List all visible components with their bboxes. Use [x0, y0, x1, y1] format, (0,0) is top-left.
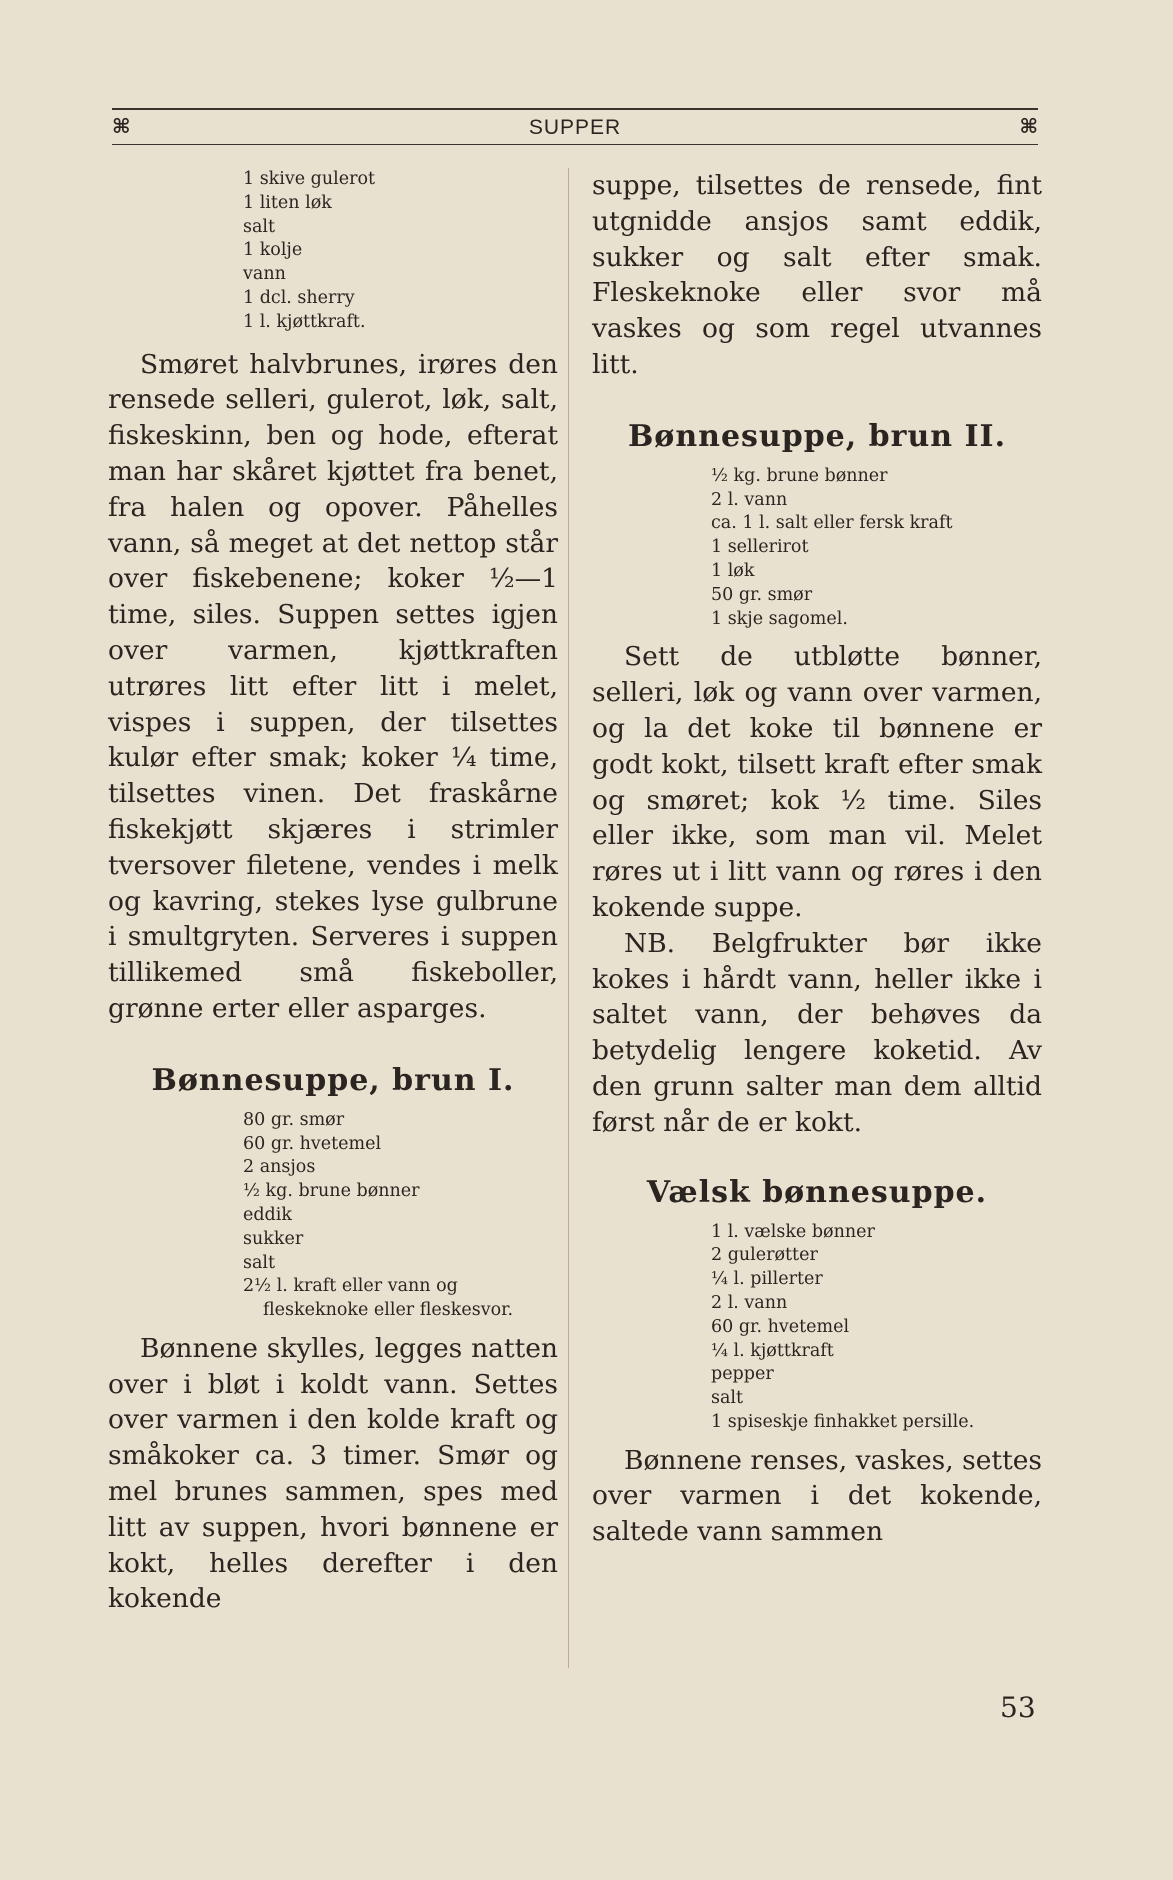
- ingredient: eddik: [243, 1204, 292, 1225]
- ingredient: ¼ l. kjøttkraft: [711, 1340, 834, 1361]
- method-paragraph: Smøret halvbrunes, irøres den rensede selleri, gulerot, løk, salt, fiskeskinn, ben og hode, efterat man har skåret kjøttet fra benet, fra halen og opover. Påhelles vann, så meget at det nettop står over fiskebenene; koker ½—1 time, siles. Suppen settes igjen over varmen, kjøttkraften utrøres litt efter litt i melet, vispes i suppen, der tilsettes kulør efter smak; koker ¼ time, tilsettes vinen. Det fraskårne fiskekjøtt skjæres i strimler tversover filetene, vendes i melk og kavring, stekes lyse gulbrune i smultgryten. Serveres i suppen tillikemed små fiskeboller, grønne erter eller asparges.: [108, 348, 558, 1024]
- ingredient: 1 spiseskje finhakket persille.: [711, 1411, 975, 1432]
- ingredient: 50 gr. smør: [711, 584, 813, 605]
- column-divider: [568, 168, 569, 1668]
- left-column: [108, 168, 558, 1617]
- ingredient: ½ kg. brune bønner: [711, 465, 888, 486]
- ingredient: 60 gr. hvetemel: [243, 1133, 382, 1154]
- ingredient: 60 gr. hvetemel: [711, 1316, 850, 1337]
- ingredient-list: [592, 465, 1042, 632]
- method-paragraph: Sett de utbløtte bønner, selleri, løk og vann over varmen, og la det koke til bønnene er godt kokt, tilsett kraft efter smak og smøret; kok ½ time. Siles eller ikke, som man vil. Melet røres ut i litt vann og røres i den kokende suppe.: [592, 641, 1042, 923]
- ingredient: 1 løk: [711, 560, 755, 581]
- recipe-heading: Bønnesuppe, brun I.: [151, 1062, 515, 1098]
- ornament-mark-left: ⌘: [112, 114, 131, 138]
- ingredient-list: [592, 1221, 1042, 1435]
- ingredient: 1 l. kjøttkraft.: [243, 311, 366, 332]
- ingredient: ca. 1 l. salt eller fersk kraft: [711, 513, 953, 534]
- right-column: [592, 168, 1042, 1550]
- ingredient: 2 l. vann: [711, 489, 788, 510]
- ingredient: 1 skje sagomel.: [711, 608, 848, 629]
- method-paragraph: Bønnene skylles, legges natten over i bløt i koldt vann. Settes over varmen i den kolde kraft og småkoker ca. 3 timer. Smør og mel brunes sammen, spes med litt av suppen, hvori bønnene er kokt, helles derefter i den kokende: [108, 1332, 558, 1615]
- ingredient: ¼ l. pillerter: [711, 1269, 823, 1290]
- ingredient: 2 gulerøtter: [711, 1245, 818, 1266]
- ingredient: 2 ansjos: [243, 1157, 316, 1178]
- ingredient: 2 l. vann: [711, 1292, 788, 1313]
- ingredient: ½ kg. brune bønner: [243, 1181, 420, 1202]
- ingredient-list: [108, 1109, 558, 1323]
- ingredient: 1 sellerirot: [711, 537, 809, 558]
- ingredient: 1 dcl. sherry: [243, 287, 355, 308]
- method-paragraph: Bønnene renses, vaskes, settes over varmen i det kokende, saltede vann sammen: [592, 1444, 1042, 1548]
- ingredient: 1 kolje: [243, 240, 303, 261]
- ingredient: salt: [243, 216, 276, 237]
- ingredient: 2½ l. kraft eller vann og fleskeknoke eller fleskesvor.: [243, 1276, 514, 1321]
- recipe-heading: Vælsk bønnesuppe.: [646, 1174, 988, 1210]
- ingredient: vann: [243, 264, 286, 285]
- ingredient: pepper: [711, 1364, 774, 1385]
- ingredient: 1 skive gulerot: [243, 169, 376, 189]
- ingredient: salt: [243, 1252, 276, 1273]
- ornament-mark-right: ⌘: [1019, 114, 1038, 138]
- page-number: 53: [1000, 1691, 1036, 1724]
- ingredient: sukker: [243, 1228, 304, 1249]
- ingredient: 80 gr. smør: [243, 1109, 345, 1130]
- header-title: SUPPER: [528, 116, 622, 139]
- ingredient: salt: [711, 1388, 744, 1409]
- note-paragraph: NB. Belgfrukter bør ikke kokes i hårdt vann, heller ikke i saltet vann, der behøves da betydelig lengere koketid. Av den grunn salter man dem alltid først når de er kokt.: [592, 927, 1042, 1138]
- running-header: [112, 108, 1038, 145]
- ingredient-list-top: [108, 168, 558, 335]
- method-paragraph: suppe, tilsettes de rensede, fint utgnidde ansjos samt eddik, sukker og salt efter smak. Fleskeknoke eller svor må vaskes og som regel utvannes litt.: [592, 170, 1042, 380]
- recipe-heading: Bønnesuppe, brun II.: [627, 418, 1007, 454]
- ingredient: 1 l. vælske bønner: [711, 1221, 875, 1242]
- ingredient: 1 liten løk: [243, 192, 332, 213]
